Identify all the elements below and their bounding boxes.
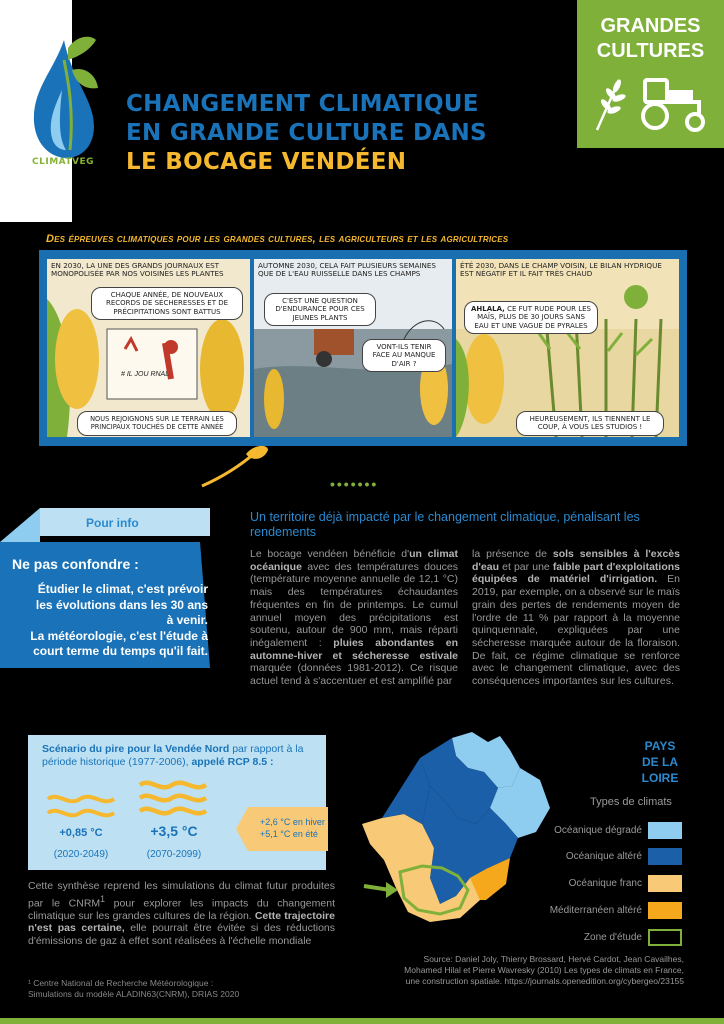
title-line-3: LE BOCAGE VENDÉEN <box>126 149 407 175</box>
section-title: Un territoire déjà impacté par le changement climatique, pénalisant les rendements <box>250 510 640 539</box>
panel-1-sign: # IL JOU RNAL <box>121 371 170 378</box>
pour-info-box-title: Ne pas confondre : <box>12 556 139 572</box>
scenario-title-a: Scénario du pire pour la Vendée Nord <box>42 743 230 755</box>
footnote <box>28 978 328 1000</box>
legend-label-oceanique-altere: Océanique altéré <box>565 851 642 862</box>
source-line-1: Source: Daniel Joly, Thierry Brossard, Hervé Cardot, Jean Cavailhes, <box>423 954 684 964</box>
section-column-1 <box>250 548 458 688</box>
source-line-3: une construction spatiale. https://journals.openedition.org/cybergeo/23155 <box>405 976 684 986</box>
scenario-summer: +5,1 °C en été <box>260 829 318 839</box>
col1-text-b: un climat océanique <box>250 548 458 573</box>
panel-3-bubble-1 <box>464 301 598 334</box>
comic-panel-2 <box>254 259 452 437</box>
pour-info-line-2: La météorologie, c'est l'étude à court terme du temps qu'il fait. <box>30 628 208 658</box>
comic-strip <box>39 250 687 446</box>
wheat-icon <box>597 78 627 130</box>
panel-2-bubble-1: C'EST UNE QUESTION D'ENDURANCE POUR CES JEUNES PLANTS <box>264 293 376 326</box>
scenario-box <box>28 735 326 870</box>
col1-text-a: Le bocage vendéen bénéficie d' <box>250 548 410 560</box>
tractor-icon <box>643 80 703 130</box>
panel-1-bubble-2: NOUS REJOIGNONS SUR LE TERRAIN LES PRINCIPAUX TOUCHÉS DE CETTE ANNÉE <box>77 411 237 436</box>
section-column-2 <box>472 548 680 688</box>
source-line-2: Mohamed Hilal et Pierre Wavresky (2010) Les types de climats en France, <box>404 965 684 975</box>
col2-text-b: sols sensibles à l'excès d'eau <box>472 548 680 573</box>
map-source <box>340 954 684 987</box>
col2-text-a: la présence de <box>472 548 553 560</box>
region-label <box>620 738 700 786</box>
scenario-winter: +2,6 °C en hiver <box>260 817 325 827</box>
legend-swatch-oceanique-franc <box>648 875 682 892</box>
col2-text-e: En 2019, par exemple, on a observé sur le maïs grain des pertes de rendements moyen de l'ordre de 11 % par rapport à la moyenne quinquennale, expliquées par une sécheresse marquée autour de la floraison. De fait, ce régime climatique se renforce avec le changement climatique, avec des conséquences importantes sur les cultures. <box>472 573 681 688</box>
dots-divider: ••••••• <box>330 476 379 492</box>
legend-swatch-oceanique-degrade <box>648 822 682 839</box>
scenario-title-b: par rapport à la période historique (1977-2006), <box>42 743 304 768</box>
scenario-title <box>42 743 320 769</box>
panel-2-bubble-2: VONT-ILS TENIR FACE AU MANQUE D'AIR ? <box>362 339 446 372</box>
col1-text-d: pluies abondantes en automne-hiver et sécheresse estivale <box>250 636 458 662</box>
legend-label-zone-etude: Zone d'étude <box>583 932 642 943</box>
comic-panel-1 <box>47 259 250 437</box>
panel-3-bubble-1-text: CE FUT RUDE POUR LES MAÏS, PLUS DE 30 JOURS SANS EAU ET UNE VAGUE DE PYRALES <box>474 305 591 330</box>
synthese-paragraph <box>28 880 335 947</box>
synthese-d: elle pourrait être évitée si des réductions d'émissions de gaz à effet sont réalisées à l'échelle mondiale <box>28 922 335 947</box>
legend-swatch-oceanique-altere <box>648 848 682 865</box>
col1-text-e: marquée (données 1981-2012). Ce risque actuel tend à s'accentuer et est amplifié par <box>250 662 458 688</box>
leaf-swoosh-icon <box>200 444 270 488</box>
panel-2-caption: AUTOMNE 2030, CELA FAIT PLUSIEURS SEMAINES QUE DE L'EAU RUISSELLE DANS LES CHAMPS <box>258 261 436 279</box>
scenario-period-2: (2070-2099) <box>146 849 202 860</box>
region-label-1: PAYS <box>644 739 676 753</box>
panel-3-bubble-2: HEUREUSEMENT, ILS TIENNENT LE COUP, À VOUS LES STUDIOS ! <box>516 411 664 436</box>
wheat-and-tractor-icon <box>589 70 713 134</box>
legend-label-mediterraneen-altere: Méditerranéen altéré <box>549 905 642 916</box>
synthese-a: Cette synthèse reprend les simulations du climat futur produites par le CNRM <box>28 880 335 910</box>
comic-panel-3 <box>456 259 679 437</box>
footnote-line-1: ¹ Centre National de Recherche Météorologique : <box>28 978 214 988</box>
bottom-accent-bar <box>0 1018 724 1024</box>
region-label-2: DE LA <box>642 755 678 769</box>
pour-info-body <box>28 582 208 660</box>
title-line-1: CHANGEMENT CLIMATIQUE <box>126 91 479 117</box>
legend-swatch-mediterraneen-altere <box>648 902 682 919</box>
badge-text <box>577 14 724 64</box>
synthese-footnote-ref: 1 <box>100 893 106 904</box>
footnote-line-2: Simulations du modèle ALADIN63(CNRM), DRIAS 2020 <box>28 989 240 999</box>
title-line-2: EN GRANDE CULTURE DANS <box>126 120 487 146</box>
region-label-3: LOIRE <box>641 771 679 785</box>
category-badge <box>577 0 724 148</box>
synthese-c: Cette trajectoire n'est pas certaine, <box>28 909 335 935</box>
pour-info-line-1: Étudier le climat, c'est prévoir les évolutions dans les 30 ans à venir. <box>35 582 208 627</box>
scenario-value-2: +3,5 °C <box>150 823 198 839</box>
panel-1-caption: EN 2030, LA UNE DES GRANDS JOURNAUX EST MONOPOLISÉE PAR NOS VOISINES LES PLANTES <box>51 261 224 279</box>
col1-text-c: avec des températures douces (température moyenne annuelle de 12,1 °C) mais des températures échaudantes fréquentes en fin de printemps. Le cumul annuel moyen des précipitations est soutenu, autour de 900 mm, mais réparti inégalement : <box>250 560 458 649</box>
page-title <box>126 90 566 177</box>
heat-wave-strong-icon <box>138 779 208 819</box>
heat-wave-icon <box>46 789 116 829</box>
col2-text-d: faible part d'exploitations équipées de matériel d'irrigation. <box>472 560 681 586</box>
badge-line-1: GRANDES <box>600 15 701 37</box>
badge-line-2: CULTURES <box>596 40 705 62</box>
synthese-b: pour explorer les impacts du changement climatique sur les grandes cultures de la région. <box>28 897 335 922</box>
scenario-period-1: (2020-2049) <box>53 849 109 860</box>
climatveg-logo-icon <box>24 30 104 170</box>
scenario-value-1: +0,85 °C <box>59 827 103 839</box>
scenario-title-c: appelé RCP 8.5 : <box>191 756 274 768</box>
legend-swatch-zone-etude <box>648 929 682 946</box>
panel-1-bubble-1: CHAQUE ANNÉE, DE NOUVEAUX RECORDS DE SÉCHERESSES ET DE PRÉCIPITATIONS SONT BATTUS <box>91 287 243 320</box>
logo-text: CLIMATVEG <box>32 157 95 167</box>
panel-3-caption: ÉTÉ 2030, DANS LE CHAMP VOISIN, LE BILAN HYDRIQUE EST NÉGATIF ET IL FAIT TRÈS CHAUD <box>460 261 662 279</box>
comic-subtitle: Des épreuves climatiques pour les grandes cultures, les agriculteurs et les agricultrices <box>46 233 509 245</box>
legend-title: Types de climats <box>590 796 672 808</box>
panel-3-bubble-1-strong: AHLALA, <box>471 305 505 313</box>
legend-label-oceanique-degrade: Océanique dégradé <box>554 825 642 836</box>
map-zone-oceanique-altere-coast <box>382 758 430 824</box>
col2-text-c: et par une <box>499 560 553 573</box>
legend-label-oceanique-franc: Océanique franc <box>568 878 642 889</box>
seasonal-values <box>260 816 325 840</box>
pour-info-title: Pour info <box>86 516 139 530</box>
